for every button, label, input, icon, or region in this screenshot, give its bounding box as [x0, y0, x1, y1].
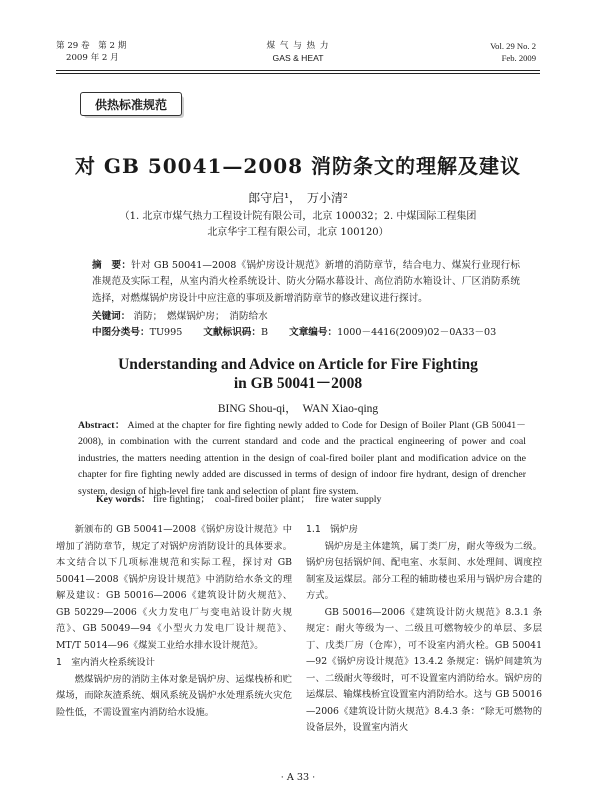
- keywords-en: [96, 491, 381, 505]
- volume-issue-cn: 第 29 卷 第 2 期: [56, 41, 127, 51]
- journal-name-en: GAS & HEAT: [272, 53, 324, 63]
- abstract-cn-text: 针对 GB 50041—2008《锅炉房设计规范》新增的消防章节，结合电力、煤炭行业现行标准规范及实际工程，从室内消火栓系统设计、防火分隔水幕设计、高位消防水箱设计、厂区消防系统选择，对燃煤锅炉房设计中应注意的事项及新增消防章节的修改建议进行探讨。: [92, 260, 521, 304]
- section-heading-1: 1 室内消火栓系统设计: [56, 657, 155, 668]
- page-number: · A 33 ·: [280, 772, 316, 783]
- body-column-right: [306, 522, 542, 737]
- header-rule-thick: [56, 70, 540, 71]
- abstract-en: [78, 418, 526, 500]
- classification-line: [92, 324, 496, 338]
- abstract-en-label: Abstract：: [78, 420, 126, 431]
- keywords-en-label: Key words：: [96, 494, 151, 505]
- doc-code-label: 文献标识码：: [203, 327, 261, 338]
- authors-cn: 郎守启¹， 万小清²: [248, 191, 348, 205]
- header-rule-thin: [56, 73, 540, 74]
- authors-en: BING Shou-qi， WAN Xiao-qing: [217, 403, 379, 415]
- volume-issue-en: Vol. 29 No. 2: [490, 41, 536, 51]
- article-no-value: 1000－4416(2009)02－0A33－03: [337, 327, 497, 338]
- column-tag: 供热标准规范: [80, 92, 182, 116]
- clc-label: 中图分类号：: [92, 327, 150, 338]
- body-column-left: [56, 522, 292, 721]
- doc-code-value: B: [260, 327, 269, 338]
- abstract-en-text: Aimed at the chapter for fire fighting newly added to Code for Design of Boiler Plant (GB 50041－2008), in combination with the current standard and code and the practical engineering of power and coal industries, the matters needing attention in the design of coal-fired boiler plant and modification advice on the chapter for fire fighting newly added are discussed in terms of design of indoor fire hydrant, design of drencher system, design of high-level fire tank and selection of plant fire system.: [78, 420, 526, 497]
- boiler-room-paragraph-2: GB 50016—2006《建筑设计防火规范》8.3.1 条规定：耐火等级为一、二级且可燃物较少的单层、多层丁、戊类厂房（仓库），可不设室内消火栓。GB 50041—92《锅炉房设计规范》13.4.2 条规定：锅炉间建筑为一、二级耐火等级时，可不设置室内消防给水。锅炉房的运煤层、输煤栈桥宜设置室内消防给水。这与 GB 50016—2006《建筑设计防火规范》8.4.3 条：“除无可燃物的设备层外，设置室内消火: [306, 606, 542, 733]
- paper-title-en-line-1: Understanding and Advice on Article for Fire Fighting: [118, 356, 478, 373]
- paper-title-en: [0, 355, 596, 393]
- keywords-cn: [92, 308, 268, 322]
- running-header-right: [490, 40, 536, 64]
- journal-name-cn: 煤 气 与 热 力: [266, 41, 330, 51]
- keywords-cn-text: 消防； 燃煤锅炉房； 消防给水: [133, 311, 268, 322]
- paper-title-en-line-2: in GB 50041－2008: [233, 375, 363, 392]
- abstract-cn: [92, 258, 520, 307]
- boiler-room-paragraph-1: 锅炉房是主体建筑，属丁类厂房，耐火等级为二级。锅炉房包括锅炉间、配电室、水泵间、水处理间、调度控制室及运煤层。部分工程的辅助楼也采用与锅炉房合建的方式。: [306, 540, 542, 601]
- section-1-paragraph: 燃煤锅炉房的消防主体对象是锅炉房、运煤栈桥和贮煤场，而除灰渣系统、烟风系统及锅炉水处理系统火灾危险性低，不需设置室内消防给水设施。: [56, 673, 292, 718]
- affiliations: [100, 209, 496, 241]
- paper-title-cn: 对 GB 50041—2008 消防条文的理解及建议: [74, 154, 522, 178]
- clc-value: TU995: [149, 327, 183, 338]
- date-cn: 2009 年 2 月: [66, 53, 119, 63]
- intro-paragraph: 新颁布的 GB 50041—2008《锅炉房设计规范》中增加了消防章节，规定了对锅炉房消防设计的具体要求。本文结合以下几项标准规范和实际工程，探讨对 GB 50041—2008《锅炉房设计规范》中消防给水条文的理解及建议：GB 50016—2006《建筑设计防火规范》、GB 50229—2006《火力发电厂与变电站设计防火规范》、GB 50049—94《小型火力发电厂设计规范》、MT/T 5014—96《煤炭工业给水排水设计规范》。: [56, 524, 292, 651]
- affiliation-line-1: （1. 北京市煤气热力工程设计院有限公司，北京 100032；2. 中煤国际工程集团: [119, 211, 477, 222]
- keywords-cn-label: 关键词：: [92, 311, 131, 322]
- article-no-label: 文章编号：: [289, 327, 338, 338]
- date-en: Feb. 2009: [501, 53, 536, 63]
- section-heading-1-1: 1.1 锅炉房: [306, 524, 358, 535]
- abstract-cn-label: 摘 要：: [92, 260, 132, 271]
- keywords-en-text: fire fighting； coal-fired boiler plant； fire water supply: [153, 494, 382, 505]
- affiliation-line-2: 北京华宇工程有限公司，北京 100120）: [207, 227, 389, 238]
